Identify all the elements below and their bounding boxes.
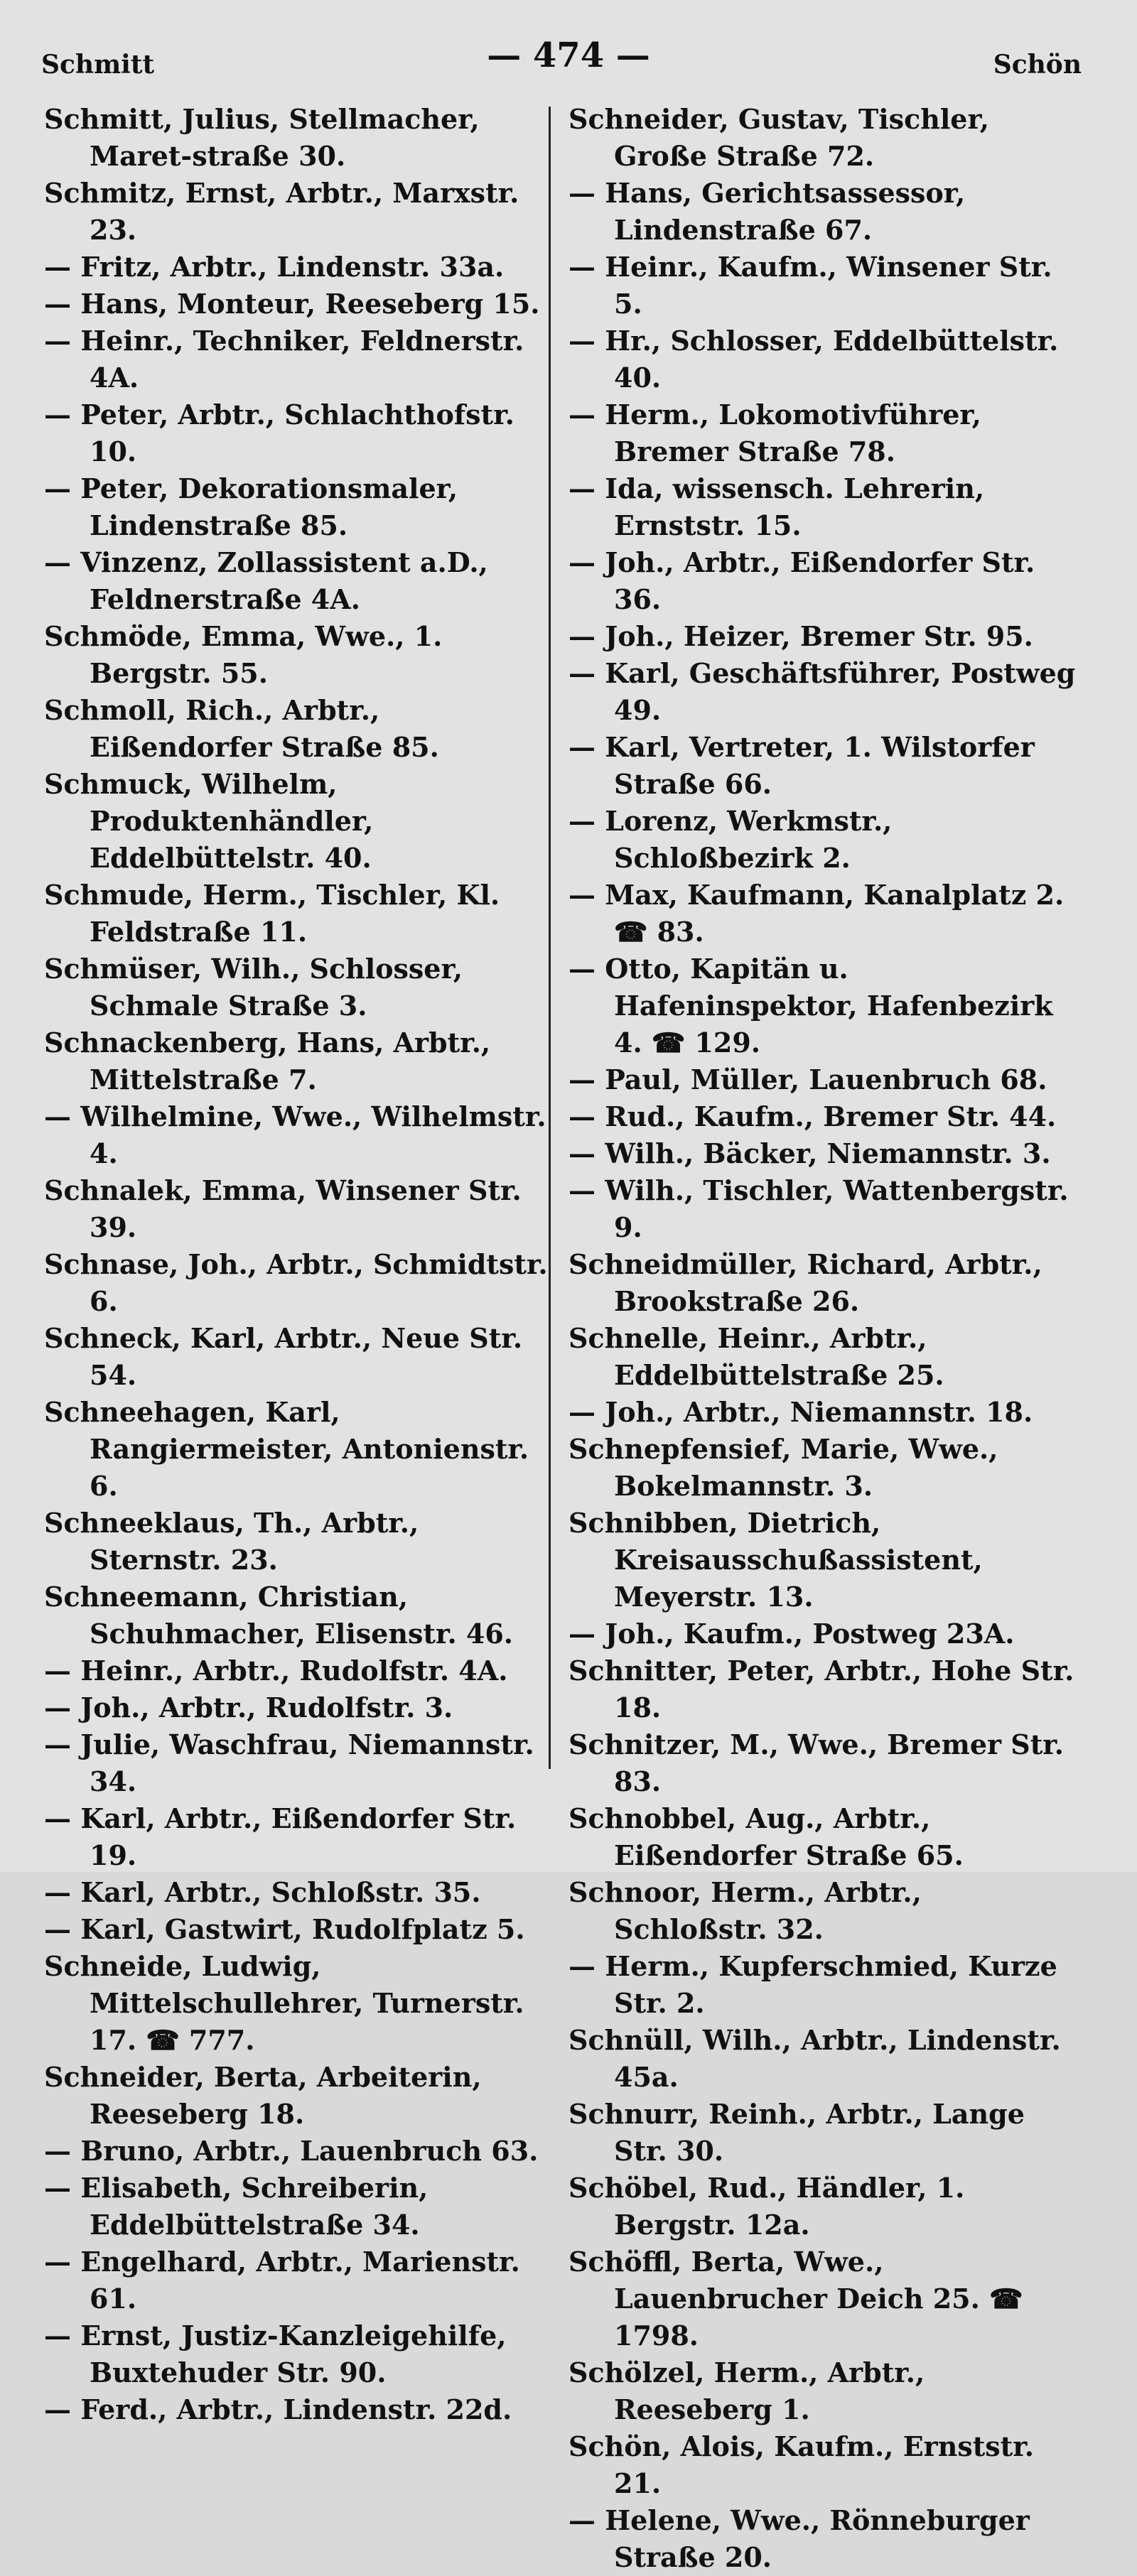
directory-entry: — Julie, Waschfrau, Niemannstr. 34.: [44, 1728, 534, 1797]
directory-entry: Schneider, Berta, Arbeiterin, Reeseberg 18.: [44, 2061, 482, 2130]
directory-entry: — Karl, Gastwirt, Rudolfplatz 5.: [44, 1913, 525, 1945]
directory-entry: Schöbel, Rud., Händler, 1. Bergstr. 12a.: [568, 2172, 965, 2241]
directory-entry: — Heinr., Techniker, Feldnerstr. 4A.: [44, 325, 524, 394]
directory-entry: — Heinr., Arbtr., Rudolfstr. 4A.: [44, 1655, 508, 1687]
directory-entry: Schnüll, Wilh., Arbtr., Lindenstr. 45a.: [568, 2024, 1061, 2093]
directory-entry: Schnitter, Peter, Arbtr., Hohe Str. 18.: [568, 1655, 1074, 1723]
right-column: [568, 101, 1080, 2576]
directory-entry: Schnobbel, Aug., Arbtr., Eißendorfer Straße 65.: [568, 1802, 964, 1871]
directory-entry: — Joh., Heizer, Bremer Str. 95.: [568, 620, 1033, 652]
directory-entry: Schnibben, Dietrich, Kreisausschußassistent, Meyerstr. 13.: [568, 1507, 983, 1613]
directory-entry: Schnitzer, M., Wwe., Bremer Str. 83.: [568, 1728, 1065, 1797]
directory-entry: Schmoll, Rich., Arbtr., Eißendorfer Straße 85.: [44, 694, 439, 763]
directory-entry: Schmitz, Ernst, Arbtr., Marxstr. 23.: [44, 177, 519, 246]
directory-entry: — Wilh., Bäcker, Niemannstr. 3.: [568, 1137, 1051, 1169]
directory-entry: — Wilh., Tischler, Wattenbergstr. 9.: [568, 1174, 1069, 1243]
directory-entry: Schnepfensief, Marie, Wwe., Bokelmannstr. 3.: [568, 1433, 998, 1502]
directory-entry: Schneidmüller, Richard, Arbtr., Brookstraße 26.: [568, 1248, 1042, 1317]
directory-entry: Schmitt, Julius, Stellmacher, Maret-straße 30.: [44, 103, 480, 172]
directory-entry: — Joh., Arbtr., Rudolfstr. 3.: [44, 1692, 453, 1723]
header-left-keyword: Schmitt: [41, 50, 155, 80]
directory-entry: Schnoor, Herm., Arbtr., Schloßstr. 32.: [568, 1876, 922, 1945]
directory-entry: — Hans, Gerichtsassessor, Lindenstraße 67.: [568, 177, 966, 246]
directory-entry: Schneehagen, Karl, Rangiermeister, Antonienstr. 6.: [44, 1396, 529, 1502]
directory-entry: — Ferd., Arbtr., Lindenstr. 22d.: [44, 2393, 512, 2425]
directory-entry: — Hans, Monteur, Reeseberg 15.: [44, 288, 540, 320]
left-column: [44, 101, 554, 2428]
directory-entry: — Bruno, Arbtr., Lauenbruch 63.: [44, 2135, 539, 2167]
directory-entry: — Heinr., Kaufm., Winsener Str. 5.: [568, 251, 1052, 320]
directory-entry: — Karl, Arbtr., Schloßstr. 35.: [44, 1876, 481, 1908]
directory-entry: Schnackenberg, Hans, Arbtr., Mittelstraße 7.: [44, 1027, 491, 1095]
directory-entry: — Rud., Kaufm., Bremer Str. 44.: [568, 1100, 1057, 1132]
directory-entry: — Joh., Kaufm., Postweg 23A.: [568, 1618, 1015, 1650]
directory-entry: — Hr., Schlosser, Eddelbüttelstr. 40.: [568, 325, 1059, 394]
directory-entry: Schmuck, Wilhelm, Produktenhändler, Eddelbüttelstr. 40.: [44, 768, 374, 874]
directory-entry: — Paul, Müller, Lauenbruch 68.: [568, 1064, 1047, 1095]
directory-entry: Schnelle, Heinr., Arbtr., Eddelbüttelstraße 25.: [568, 1322, 944, 1391]
directory-entry: — Engelhard, Arbtr., Marienstr. 61.: [44, 2246, 520, 2315]
directory-entry: — Vinzenz, Zollassistent a.D., Feldnerstraße 4A.: [44, 546, 488, 615]
directory-entry: Schnalek, Emma, Winsener Str. 39.: [44, 1174, 522, 1243]
directory-entry: Schneeklaus, Th., Arbtr., Sternstr. 23.: [44, 1507, 419, 1576]
directory-entry: Schön, Alois, Kaufm., Ernststr. 21.: [568, 2430, 1034, 2499]
directory-entry: — Otto, Kapitän u. Hafeninspektor, Hafenbezirk 4. ☎ 129.: [568, 953, 1053, 1059]
directory-entry: — Lorenz, Werkmstr., Schloßbezirk 2.: [568, 805, 893, 874]
directory-entry: Schnase, Joh., Arbtr., Schmidtstr. 6.: [44, 1248, 548, 1317]
directory-entry: — Wilhelmine, Wwe., Wilhelmstr. 4.: [44, 1100, 546, 1169]
directory-entry: — Herm., Kupferschmied, Kurze Str. 2.: [568, 1950, 1057, 2019]
directory-entry: — Herm., Lokomotivführer, Bremer Straße 78.: [568, 399, 981, 467]
directory-entry: — Ernst, Justiz-Kanzleigehilfe, Buxtehuder Str. 90.: [44, 2320, 507, 2388]
directory-entry: — Karl, Arbtr., Eißendorfer Str. 19.: [44, 1802, 517, 1871]
header-right-keyword: Schön: [993, 50, 1082, 80]
directory-entry: Schöffl, Berta, Wwe., Lauenbrucher Deich 25. ☎ 1798.: [568, 2246, 1023, 2352]
directory-entry: — Max, Kaufmann, Kanalplatz 2. ☎ 83.: [568, 879, 1065, 948]
directory-entry: Schnurr, Reinh., Arbtr., Lange Str. 30.: [568, 2098, 1025, 2167]
directory-entry: — Fritz, Arbtr., Lindenstr. 33a.: [44, 251, 505, 283]
directory-entry: — Joh., Arbtr., Niemannstr. 18.: [568, 1396, 1033, 1428]
directory-entry: — Helene, Wwe., Rönneburger Straße 20.: [568, 2504, 1030, 2573]
directory-entry: — Karl, Vertreter, 1. Wilstorfer Straße 66.: [568, 731, 1035, 800]
directory-entry: — Peter, Arbtr., Schlachthofstr. 10.: [44, 399, 514, 467]
directory-entry: Schmude, Herm., Tischler, Kl. Feldstraße 11.: [44, 879, 500, 948]
directory-entry: Schmöde, Emma, Wwe., 1. Bergstr. 55.: [44, 620, 443, 689]
directory-entry: Schneemann, Christian, Schuhmacher, Elisenstr. 46.: [44, 1581, 514, 1650]
directory-entry: — Ida, wissensch. Lehrerin, Ernststr. 15.: [568, 472, 985, 541]
page-header: [0, 0, 1137, 99]
directory-entry: Schneck, Karl, Arbtr., Neue Str. 54.: [44, 1322, 523, 1391]
directory-entry: — Elisabeth, Schreiberin, Eddelbüttelstraße 34.: [44, 2172, 429, 2241]
directory-entry: — Peter, Dekorationsmaler, Lindenstraße 85.: [44, 472, 458, 541]
directory-entry: — Karl, Geschäftsführer, Postweg 49.: [568, 657, 1076, 726]
directory-entry: Schölzel, Herm., Arbtr., Reeseberg 1.: [568, 2356, 925, 2425]
directory-entry: — Joh., Arbtr., Eißendorfer Str. 36.: [568, 546, 1035, 615]
directory-entry: Schneide, Ludwig, Mittelschullehrer, Turnerstr. 17. ☎ 777.: [44, 1950, 524, 2056]
directory-entry: Schmüser, Wilh., Schlosser, Schmale Straße 3.: [44, 953, 463, 1022]
page-number: — 474 —: [487, 36, 650, 75]
directory-entry: Schneider, Gustav, Tischler, Große Straße 72.: [568, 103, 989, 172]
